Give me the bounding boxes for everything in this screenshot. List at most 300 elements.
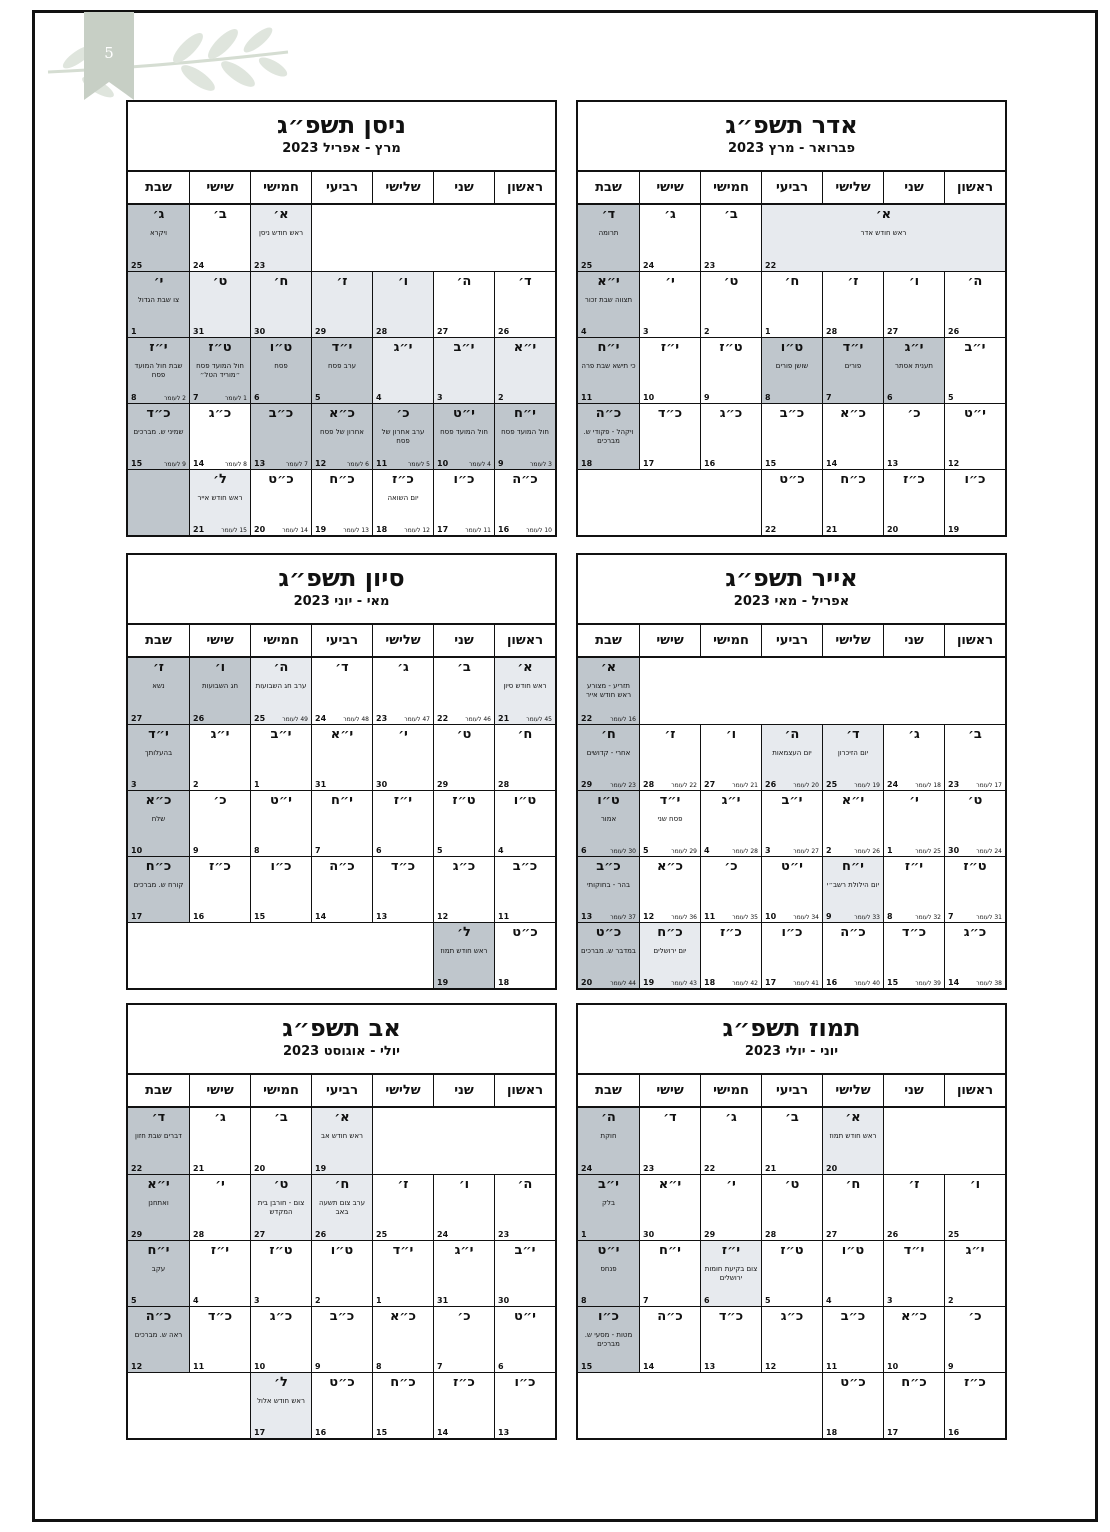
hebrew-date: י״ג <box>210 727 230 742</box>
gregorian-date: 7 <box>193 393 199 402</box>
gregorian-date: 18 <box>498 978 510 987</box>
day-cell <box>372 271 433 337</box>
gregorian-date: 5 <box>948 393 954 402</box>
gregorian-date: 8 <box>254 846 260 855</box>
gregorian-date: 8 <box>376 1362 382 1371</box>
gregorian-date: 18 <box>704 978 716 987</box>
day-cell <box>128 856 189 922</box>
omer-count: 18 לעומר <box>915 782 941 789</box>
hebrew-date: ה׳ <box>967 274 983 289</box>
day-cell <box>494 469 555 535</box>
day-cell <box>578 205 639 271</box>
day-note: ראש חודש ניסן <box>258 229 304 237</box>
gregorian-date: 16 <box>704 459 716 468</box>
day-cell <box>944 469 1005 535</box>
hebrew-date: כ״ב <box>512 859 538 874</box>
day-cell <box>700 1174 761 1240</box>
day-cell <box>311 403 372 469</box>
day-cell <box>883 1306 944 1372</box>
gregorian-date: 30 <box>643 1230 655 1239</box>
gregorian-date: 24 <box>643 261 655 270</box>
day-cell <box>311 1240 372 1306</box>
day-cell <box>433 1240 494 1306</box>
hebrew-date: כ״ו <box>781 925 803 940</box>
hebrew-date: י״ד <box>842 340 864 355</box>
day-cell <box>761 271 822 337</box>
day-note: שבת חול המועד פסח <box>134 362 183 379</box>
gregorian-date: 2 <box>193 780 199 789</box>
day-note: ויקרא <box>149 229 168 237</box>
gregorian-date: 20 <box>581 978 593 987</box>
day-cell <box>250 337 311 403</box>
omer-count: 46 לעומר <box>465 716 491 723</box>
gregorian-date: 9 <box>193 846 199 855</box>
day-note: פורים <box>844 362 862 370</box>
omer-count: 16 לעומר <box>610 716 636 723</box>
gregorian-date: 2 <box>826 846 832 855</box>
gregorian-date: 13 <box>498 1428 510 1437</box>
hebrew-date: כ״ג <box>269 1309 293 1324</box>
hebrew-date: כ״א <box>328 406 356 421</box>
hebrew-date: י״ד <box>903 1243 925 1258</box>
hebrew-date: ה׳ <box>517 1177 533 1192</box>
day-cell <box>433 1306 494 1372</box>
hebrew-date: י״ט <box>964 406 986 421</box>
hebrew-date: ט׳ <box>784 1177 800 1192</box>
weekday-name: שלישי <box>372 625 433 656</box>
hebrew-date: ט״ז <box>269 1243 293 1258</box>
gregorian-date: 13 <box>254 459 266 468</box>
day-cell <box>189 469 250 535</box>
hebrew-date: י״ד <box>392 1243 414 1258</box>
gregorian-date: 3 <box>131 780 137 789</box>
omer-count: 7 לעומר <box>286 461 308 468</box>
omer-count: 12 לעומר <box>404 527 430 534</box>
gregorian-date: 12 <box>643 912 655 921</box>
gregorian-date: 30 <box>254 327 266 336</box>
omer-count: 48 לעומר <box>343 716 369 723</box>
omer-count: 4 לעומר <box>469 461 491 468</box>
hebrew-date: כ״ח <box>390 1375 416 1390</box>
day-cell <box>822 271 883 337</box>
hebrew-date: י״א <box>597 274 620 289</box>
hebrew-date: י״ב <box>514 1243 536 1258</box>
gregorian-date: 6 <box>254 393 260 402</box>
omer-count: 20 לעומר <box>793 782 819 789</box>
gregorian-date: 16 <box>193 912 205 921</box>
day-cell <box>761 922 822 988</box>
day-cell <box>372 403 433 469</box>
day-cell <box>700 271 761 337</box>
day-cell <box>578 922 639 988</box>
hebrew-date: כ״ט <box>779 472 805 487</box>
hebrew-date: ד׳ <box>663 1110 677 1125</box>
gregorian-date: 15 <box>887 978 899 987</box>
omer-count: 42 לעומר <box>732 980 758 987</box>
gregorian-date: 9 <box>948 1362 954 1371</box>
gregorian-date: 1 <box>887 846 893 855</box>
gregorian-date: 17 <box>437 525 449 534</box>
month-title: אייר תשפ״ג <box>725 564 858 592</box>
gregorian-date: 1 <box>254 780 260 789</box>
day-cell <box>372 1174 433 1240</box>
weekday-name: שני <box>883 172 944 203</box>
hebrew-date: י״ח <box>514 406 536 421</box>
gregorian-date: 25 <box>826 780 838 789</box>
hebrew-date: כ״ז <box>903 472 925 487</box>
day-cell <box>128 337 189 403</box>
hebrew-date: כ׳ <box>907 406 921 421</box>
gregorian-date: 6 <box>581 846 587 855</box>
day-cell <box>822 1372 883 1438</box>
day-cell <box>578 1306 639 1372</box>
day-cell <box>372 856 433 922</box>
day-cell <box>494 403 555 469</box>
hebrew-date: כ״ז <box>392 472 414 487</box>
month-subtitle: יולי - אוגוסט 2023 <box>282 1044 400 1059</box>
hebrew-date: א׳ <box>517 660 533 675</box>
hebrew-date: ח׳ <box>273 274 289 289</box>
hebrew-date: י״ד <box>659 793 681 808</box>
day-cell <box>761 724 822 790</box>
hebrew-date: י״ז <box>210 1243 230 1258</box>
day-note: צום - חורבן בית המקדש <box>257 1199 305 1216</box>
day-note: אחרון של פסח <box>320 428 364 436</box>
hebrew-date: כ״ג <box>208 406 232 421</box>
day-note: דברים שבת חזון <box>135 1132 182 1140</box>
hebrew-date: י״ז <box>721 1243 741 1258</box>
day-cell <box>250 469 311 535</box>
day-cell <box>189 658 250 724</box>
hebrew-date: כ״ו <box>514 1375 536 1390</box>
omer-count: 35 לעומר <box>732 914 758 921</box>
calendar-grid <box>128 1108 555 1438</box>
day-cell <box>494 1306 555 1372</box>
day-cell <box>944 403 1005 469</box>
gregorian-date: 2 <box>498 393 504 402</box>
hebrew-date: כ״ב <box>779 406 805 421</box>
day-note: כי תישא שבת פרה <box>581 362 636 370</box>
gregorian-date: 31 <box>315 780 327 789</box>
day-cell <box>311 271 372 337</box>
hebrew-date: י״ז <box>904 859 924 874</box>
day-cell <box>944 1174 1005 1240</box>
day-cell <box>433 1174 494 1240</box>
hebrew-date: כ״ג <box>780 1309 804 1324</box>
day-cell <box>372 1240 433 1306</box>
day-cell <box>494 1174 555 1240</box>
day-note: ראש חודש תמוז <box>829 1132 877 1140</box>
day-cell <box>639 337 700 403</box>
gregorian-date: 28 <box>193 1230 205 1239</box>
hebrew-date: כ״ח <box>329 472 355 487</box>
gregorian-date: 13 <box>887 459 899 468</box>
day-note: ערב חג השבועות <box>255 682 307 690</box>
hebrew-date: כ״ז <box>453 1375 475 1390</box>
weekday-name: שני <box>433 172 494 203</box>
weekday-name: חמישי <box>700 172 761 203</box>
gregorian-date: 28 <box>643 780 655 789</box>
day-cell <box>250 1372 311 1438</box>
gregorian-date: 25 <box>948 1230 960 1239</box>
hebrew-date: ג׳ <box>152 207 165 222</box>
hebrew-date: כ״ז <box>209 859 231 874</box>
hebrew-date: ח׳ <box>601 727 616 742</box>
day-note: פסח <box>274 362 288 370</box>
day-cell <box>883 1174 944 1240</box>
gregorian-date: 15 <box>376 1428 388 1437</box>
hebrew-date: א׳ <box>334 1110 350 1125</box>
gregorian-date: 9 <box>704 393 710 402</box>
gregorian-date: 22 <box>765 525 777 534</box>
hebrew-date: י״ז <box>149 340 168 355</box>
hebrew-date: י׳ <box>665 274 675 289</box>
month-calendar-iyar <box>576 553 1007 990</box>
weekday-name: חמישי <box>700 625 761 656</box>
omer-count: 23 לעומר <box>610 782 636 789</box>
weekday-header-row <box>578 172 1005 205</box>
gregorian-date: 29 <box>704 1230 716 1239</box>
gregorian-date: 3 <box>254 1296 260 1305</box>
weekday-name: שלישי <box>822 625 883 656</box>
day-cell <box>700 922 761 988</box>
hebrew-date: כ״א <box>389 1309 417 1324</box>
hebrew-date: כ״ט <box>595 925 622 940</box>
gregorian-date: 1 <box>131 327 137 336</box>
month-subtitle: מאי - יוני 2023 <box>293 594 390 609</box>
gregorian-date: 3 <box>765 846 771 855</box>
weekday-name: שבת <box>595 180 622 195</box>
hebrew-date: כ״ח <box>840 472 866 487</box>
hebrew-date: ט״ו <box>597 793 620 808</box>
gregorian-date: 21 <box>498 714 510 723</box>
weekday-name: שבת <box>145 1083 172 1098</box>
hebrew-date: ב׳ <box>213 207 227 222</box>
gregorian-date: 26 <box>498 327 510 336</box>
day-cell <box>189 790 250 856</box>
gregorian-date: 31 <box>437 1296 449 1305</box>
day-cell <box>761 856 822 922</box>
weekday-name: שבת <box>145 633 172 648</box>
weekday-name: ראשון <box>944 1075 1005 1106</box>
day-cell <box>883 790 944 856</box>
day-cell <box>883 469 944 535</box>
hebrew-date: כ״ו <box>597 1309 620 1324</box>
day-cell <box>311 856 372 922</box>
gregorian-date: 23 <box>948 780 960 789</box>
hebrew-date: ט׳ <box>212 274 228 289</box>
hebrew-date: כ״ה <box>840 925 866 940</box>
hebrew-date: י״ב <box>453 340 475 355</box>
page-number: 5 <box>104 44 114 62</box>
gregorian-date: 11 <box>704 912 716 921</box>
hebrew-date: ט״ז <box>208 340 232 355</box>
gregorian-date: 29 <box>581 780 593 789</box>
day-cell <box>761 205 1005 271</box>
gregorian-date: 5 <box>315 393 321 402</box>
weekday-name: רביעי <box>311 1075 372 1106</box>
gregorian-date: 11 <box>581 393 593 402</box>
omer-count: 13 לעומר <box>343 527 369 534</box>
day-cell <box>883 337 944 403</box>
gregorian-date: 26 <box>887 1230 899 1239</box>
gregorian-date: 21 <box>826 525 838 534</box>
gregorian-date: 23 <box>376 714 388 723</box>
omer-count: 8 לעומר <box>225 461 247 468</box>
omer-count: 38 לעומר <box>976 980 1002 987</box>
gregorian-date: 2 <box>704 327 710 336</box>
day-cell <box>822 1240 883 1306</box>
gregorian-date: 29 <box>315 327 327 336</box>
omer-count: 27 לעומר <box>793 848 819 855</box>
gregorian-date: 24 <box>581 1164 593 1173</box>
hebrew-date: ה׳ <box>601 1110 616 1125</box>
gregorian-date: 15 <box>254 912 266 921</box>
hebrew-date: כ״ב <box>329 1309 355 1324</box>
day-note: קורח ש. מברכים <box>133 881 184 889</box>
day-cell <box>639 1108 700 1174</box>
gregorian-date: 28 <box>765 1230 777 1239</box>
gregorian-date: 22 <box>581 714 593 723</box>
gregorian-date: 4 <box>376 393 382 402</box>
hebrew-date: כ״ד <box>901 925 927 940</box>
day-cell <box>250 724 311 790</box>
omer-count: 1 לעומר <box>225 395 247 402</box>
weekday-name: שלישי <box>372 1075 433 1106</box>
hebrew-date: כ״ב <box>596 859 621 874</box>
hebrew-date: ד׳ <box>846 727 860 742</box>
gregorian-date: 12 <box>315 459 327 468</box>
gregorian-date: 14 <box>826 459 838 468</box>
day-note: ראש חודש אלול <box>257 1397 305 1405</box>
day-cell <box>433 856 494 922</box>
day-cell <box>639 271 700 337</box>
hebrew-date: י״ג <box>904 340 924 355</box>
gregorian-date: 8 <box>765 393 771 402</box>
day-cell <box>372 337 433 403</box>
gregorian-date: 27 <box>826 1230 838 1239</box>
hebrew-date: ב׳ <box>968 727 982 742</box>
hebrew-date: ט״ו <box>513 793 537 808</box>
omer-count: 31 לעומר <box>976 914 1002 921</box>
day-cell <box>128 1240 189 1306</box>
weekday-name: חמישי <box>250 1075 311 1106</box>
gregorian-date: 24 <box>437 1230 449 1239</box>
weekday-name: חמישי <box>250 625 311 656</box>
hebrew-date: י״ב <box>781 793 803 808</box>
day-cell <box>311 1306 372 1372</box>
day-cell <box>128 1108 189 1174</box>
gregorian-date: 21 <box>765 1164 777 1173</box>
hebrew-date: ו׳ <box>397 274 409 289</box>
hebrew-date: ט״ז <box>452 793 476 808</box>
day-note: יום השואה <box>387 494 419 502</box>
weekday-name: ראשון <box>944 172 1005 203</box>
day-cell <box>250 856 311 922</box>
day-cell <box>700 205 761 271</box>
day-cell <box>883 1240 944 1306</box>
day-cell <box>944 1240 1005 1306</box>
hebrew-date: י״ג <box>454 1243 474 1258</box>
gregorian-date: 26 <box>765 780 777 789</box>
day-note: ראש חודש סיון <box>503 682 547 690</box>
day-cell <box>944 724 1005 790</box>
hebrew-date: י״ב <box>964 340 986 355</box>
day-cell <box>700 724 761 790</box>
day-cell <box>433 658 494 724</box>
month-title: ניסן תשפ״ג <box>277 111 406 139</box>
gregorian-date: 17 <box>887 1428 899 1437</box>
day-cell <box>250 205 311 271</box>
hebrew-date: י״א <box>658 1177 682 1192</box>
omer-count: 6 לעומר <box>347 461 369 468</box>
gregorian-date: 18 <box>581 459 593 468</box>
day-note: ראש חודש אדר <box>860 229 907 237</box>
gregorian-date: 26 <box>948 327 960 336</box>
gregorian-date: 10 <box>437 459 449 468</box>
gregorian-date: 18 <box>376 525 388 534</box>
omer-count: 43 לעומר <box>671 980 697 987</box>
hebrew-date: א׳ <box>845 1110 861 1125</box>
day-cell <box>433 271 494 337</box>
gregorian-date: 4 <box>193 1296 199 1305</box>
day-cell <box>700 1306 761 1372</box>
gregorian-date: 17 <box>131 912 143 921</box>
hebrew-date: כ״ג <box>719 406 743 421</box>
empty-cell <box>128 922 433 988</box>
omer-count: 40 לעומר <box>854 980 880 987</box>
omer-count: 26 לעומר <box>854 848 880 855</box>
weekday-name: רביעי <box>311 172 372 203</box>
gregorian-date: 25 <box>254 714 266 723</box>
hebrew-date: כ״ו <box>964 472 986 487</box>
omer-count: 45 לעומר <box>526 716 552 723</box>
day-cell <box>250 1306 311 1372</box>
day-note: חול המועד פסח <box>440 428 488 436</box>
day-cell <box>433 403 494 469</box>
weekday-header-row <box>578 625 1005 658</box>
day-cell <box>883 922 944 988</box>
day-cell <box>944 1372 1005 1438</box>
weekday-name: שני <box>883 625 944 656</box>
hebrew-date: כ״ז <box>964 1375 986 1390</box>
omer-count: 21 לעומר <box>732 782 758 789</box>
day-note: ויקהל - פקודי ש. מברכים <box>583 428 634 445</box>
day-cell <box>639 790 700 856</box>
omer-count: 22 לעומר <box>671 782 697 789</box>
omer-count: 19 לעומר <box>854 782 880 789</box>
hebrew-date: ט״ו <box>780 340 804 355</box>
day-cell <box>311 658 372 724</box>
weekday-name: רביעי <box>761 172 822 203</box>
gregorian-date: 23 <box>254 261 266 270</box>
day-cell <box>578 856 639 922</box>
gregorian-date: 6 <box>704 1296 710 1305</box>
weekday-name: שישי <box>189 1075 250 1106</box>
gregorian-date: 15 <box>131 459 143 468</box>
gregorian-date: 19 <box>948 525 960 534</box>
hebrew-date: כ״ד <box>390 859 416 874</box>
hebrew-date: כ״ו <box>270 859 292 874</box>
day-cell <box>494 337 555 403</box>
day-cell <box>822 1108 883 1174</box>
gregorian-date: 28 <box>826 327 838 336</box>
day-cell <box>700 1240 761 1306</box>
day-note: תצווה שבת זכור <box>584 296 633 304</box>
hebrew-date: א׳ <box>875 207 892 222</box>
day-cell <box>700 403 761 469</box>
hebrew-date: כ״ב <box>840 1309 866 1324</box>
